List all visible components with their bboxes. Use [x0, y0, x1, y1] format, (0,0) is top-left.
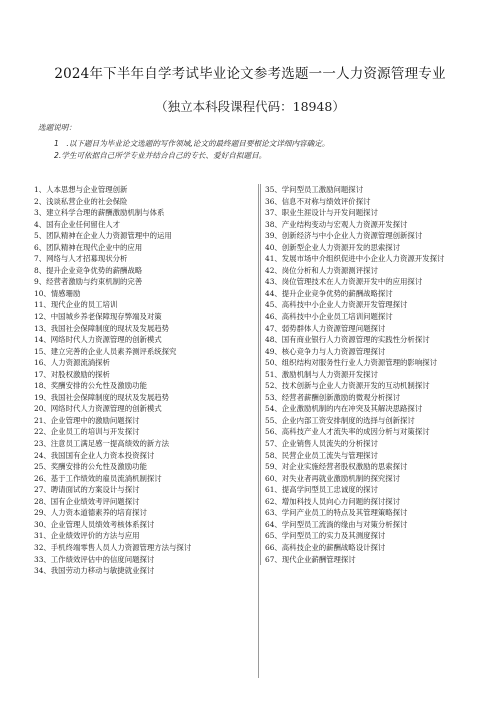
topic-item: 59、对企业实施经营者股权激励的思索探讨 [265, 462, 408, 472]
topic-item: 51、激励机制与人力资源开发探讨 [265, 369, 378, 379]
topic-item: 45、高科技中小企业人力资源开发管理探讨 [265, 300, 408, 310]
topic-item: 67、现代企业薪酬管理探讨 [265, 554, 356, 564]
topic-item: 27、聘请面试的方案设计与探讨 [34, 485, 140, 495]
topic-item: 24、我国国有企业人力资本投资探讨 [34, 450, 155, 460]
topic-item: 6、团队精神在现代企业中的应用 [34, 242, 143, 252]
topic-item: 9、经营者激励与约束机制的完善 [34, 277, 143, 287]
topic-item: 41、发展市场中介组织促进中小企业人力资源开发探讨 [265, 254, 445, 264]
topic-item: 22、企业员工的培训与开发探讨 [34, 427, 140, 437]
topic-item: 49、核心竞争力与人力资源管理探讨 [265, 346, 386, 356]
topic-item: 10、情感珊励 [34, 288, 81, 298]
selection-notes [38, 122, 478, 162]
topic-item: 14、网络时代人力资源管理的创新模式 [34, 335, 162, 345]
topic-columns [34, 184, 474, 704]
topic-item: 16、人力资源流淌探析 [34, 358, 110, 368]
topic-item: 13、我国社会保障制度的现状及发展趋势 [34, 323, 170, 333]
topic-item: 66、高科技企业的薪酬战略设计探讨 [265, 542, 386, 552]
topic-item: 50、组织结构对服务性行业人力资源管理的影响探讨 [265, 358, 438, 368]
topic-item: 37、职业生涯设计与开发问题探讨 [265, 208, 378, 218]
topic-item: 65、学问型员工的实力及其测度探讨 [265, 531, 386, 541]
notes-title: 选题说明： [38, 123, 76, 132]
topic-item: 63、学问产业员工的特点及其管理策略探讨 [265, 508, 408, 518]
topic-item: 56、高科技产业人才流失率的成因分析与对策探讨 [265, 427, 430, 437]
topic-item: 21、企业管理中的激励问题探讨 [34, 415, 140, 425]
topic-item: 34、我国劳动力移动与敏捷就业探讨 [34, 566, 155, 576]
topic-item: 4、国有企业任何留住人才 [34, 219, 121, 229]
topic-item: 17、对股权激励的探析 [34, 369, 110, 379]
topic-item: 53、经营者薪酬创新激励的微观分析探讨 [265, 392, 401, 402]
topic-item: 28、国有企业绩效考评问题探讨 [34, 496, 140, 506]
topic-item: 1、人本思想与企业管理创新 [34, 185, 128, 194]
topic-item: 31、企业绩效评价的方法与应用 [34, 531, 140, 541]
topic-item: 64、学问型员工流淌的缘由与对策分析探讨 [265, 519, 408, 529]
topic-item: 52、技术创新与企业人力资源开发的互动机制探讨 [265, 381, 430, 391]
topic-item: 26、基于工作绩效的雇员流淌机制探讨 [34, 473, 162, 483]
topic-item: 29、人力资本道德素养的培育探讨 [34, 508, 147, 518]
topic-item: 47、弱势群体人力资源管理问题探讨 [265, 323, 386, 333]
topic-item: 5、团队精神在企业人力资源管理中的运用 [34, 231, 172, 241]
topic-item: 11、现代企业的员工培训 [34, 300, 118, 310]
topic-item: 40、创新型企业人力资源开发的思索探讨 [265, 242, 401, 252]
topic-item: 57、企业销售人员流失的分析探讨 [265, 439, 378, 449]
topic-item: 7、网络与人才招募现状分析 [34, 254, 128, 264]
page-subtitle: （独立本科段课程代码：18948） [155, 99, 345, 114]
topic-item: 58、民营企业员工流失与管理探讨 [265, 450, 378, 460]
topic-item: 36、信息不对称与绩效评价探讨 [265, 196, 371, 206]
topic-item: 44、提升企业竞争优势的薪酬战略探讨 [265, 288, 393, 298]
page-title: 2024年下半年自学考试毕业论文参考选题一一人力资源管理专业 [54, 66, 446, 82]
topic-item: 39、创新经济与中小企业人力资源管理创新探讨 [265, 231, 423, 241]
topic-item: 43、岗位管理技术在人力资源开发中的应用探讨 [265, 277, 423, 287]
topic-item: 15、建立完善的企业人员素养测评系统探究 [34, 346, 177, 356]
topic-item: 42、岗位分析和人力资源测评探讨 [265, 265, 378, 275]
topic-item: 18、奖酬安排的公允性及激励功能 [34, 381, 147, 391]
topic-item: 19、我国社会保障制度的现状及发展趋势 [34, 392, 170, 402]
note-item: 2.学生可依据自己所学专业并结合自己的专长、爱好自拟题目。 [54, 151, 267, 160]
topic-item: 23、注意员工满足感一提高绩效的新方法 [34, 439, 170, 449]
topic-item: 55、企业内部工资安排制度的选择与创新探讨 [265, 415, 415, 425]
topic-column-left [34, 184, 250, 577]
topic-item: 12、中国城乡养老保障现存弊端及对策 [34, 312, 162, 322]
topic-item: 3、建立科学合理的薪酬激励机制与体系 [34, 208, 165, 218]
topic-item: 8、提升企业竞争优势的薪酬战略 [34, 265, 143, 275]
topic-item: 20、网络时代人力资源管理的创新模式 [34, 404, 162, 414]
topic-item: 61、提高学问型员工忠诚度的探讨 [265, 485, 378, 495]
topic-item: 33、工作绩效评估中的信度问题探讨 [34, 554, 155, 564]
topic-item: 60、对失业者再就业激励机制的探究探讨 [265, 473, 401, 483]
topic-item: 30、企业管理人员绩效考核体系探讨 [34, 519, 155, 529]
topic-item: 48、国有商业银行人力资源管理的实践性分析探讨 [265, 335, 430, 345]
topic-item: 35、学问型员工激励问题探讨 [265, 185, 364, 194]
topic-item: 2、浅谈私营企业的社会保险 [34, 196, 128, 206]
topic-item: 25、奖酬安排的公允性及激励功能 [34, 462, 147, 472]
topic-item: 54、企业激励机制的内在冲突及其解决思路探讨 [265, 404, 423, 414]
topic-item: 62、增加科技人员向心力问题的探讨探讨 [265, 496, 401, 506]
topic-item: 38、产业结构变动与宏观人力资源开发探讨 [265, 219, 408, 229]
note-item: 1 .以下题目为毕业论文选题的写作领域,论文的最终题目要根论文详细内容确定。 [54, 139, 330, 148]
topic-item: 46、高科技中小企业员工培训问题探讨 [265, 312, 393, 322]
topic-item: 32、手机终端零售人员人力资源管理方法与探讨 [34, 542, 192, 552]
topic-column-right [260, 184, 479, 565]
